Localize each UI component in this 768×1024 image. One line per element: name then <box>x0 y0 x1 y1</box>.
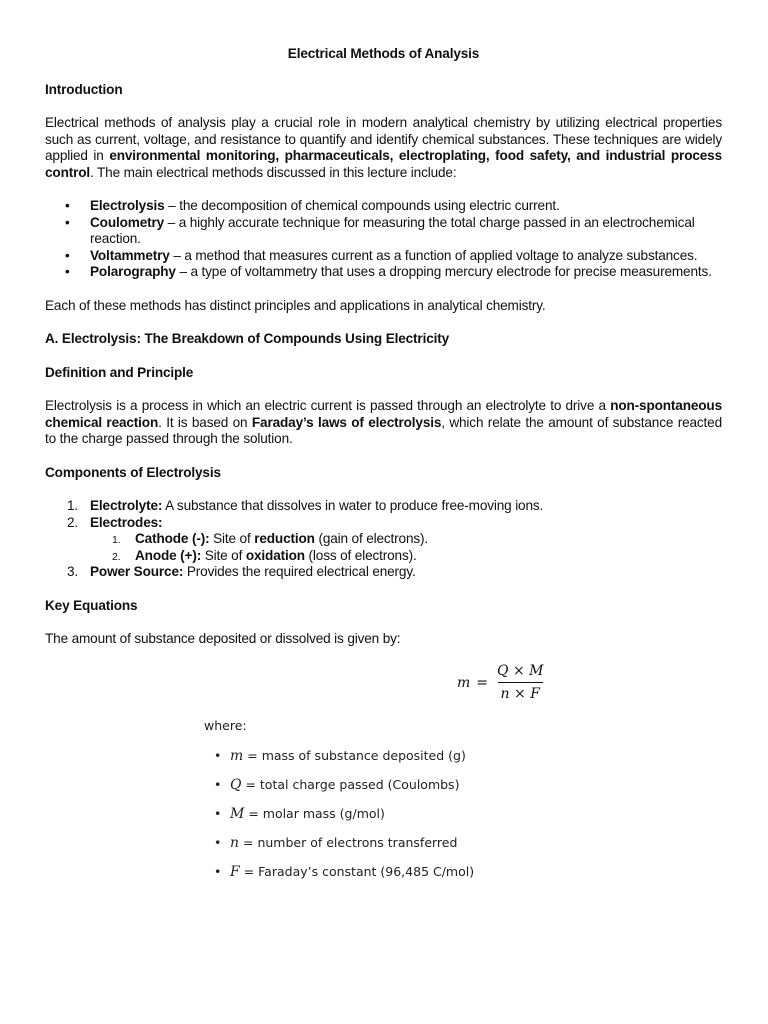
definition-heading: Definition and Principle <box>45 364 194 380</box>
variable-desc: = Faraday’s constant (96,485 C/mol) <box>239 864 475 879</box>
electrode-desc-end: (gain of electrons). <box>314 531 429 546</box>
variable-symbol: m <box>230 748 244 764</box>
list-item <box>214 775 474 804</box>
list-item <box>214 862 474 891</box>
methods-list <box>45 198 722 281</box>
list-item <box>214 804 474 833</box>
method-term: Electrolysis <box>90 198 165 213</box>
components-heading: Components of Electrolysis <box>45 464 221 480</box>
definition-bold-1: non-spontaneous chemical reaction <box>45 398 722 430</box>
method-desc: – a method that measures current as a function of applied voltage to analyze substances. <box>169 247 698 263</box>
variable-symbol: M <box>230 806 245 822</box>
methods-summary: Each of these methods has distinct principles and applications in analytical chemistry. <box>45 297 546 313</box>
variable-desc: = mass of substance deposited (g) <box>243 748 466 763</box>
document-page <box>45 46 722 665</box>
list-item <box>45 515 722 565</box>
electrodes-sublist <box>90 531 722 564</box>
variable-desc: = total charge passed (Coulombs) <box>241 777 460 792</box>
component-desc: A substance that dissolves in water to produce free-moving ions. <box>162 498 544 513</box>
list-item <box>45 548 722 565</box>
intro-text-b: . The main electrical methods discussed in this lecture include: <box>90 164 457 180</box>
electrode-key: oxidation <box>245 547 305 563</box>
intro-text-a: Electrical methods of analysis play a crucial role in modern analytical chemistry by utilizing electrical properties such as current, voltage, and resistance to quantify and identify chemical substances. These techniques are widely applied in <box>45 115 722 163</box>
introduction-heading: Introduction <box>45 81 123 97</box>
variable-desc: = molar mass (g/mol) <box>244 806 385 821</box>
equation-equals: = <box>476 674 489 691</box>
variables-list <box>214 746 474 891</box>
equation-numerator <box>494 663 546 682</box>
list-item <box>45 564 722 581</box>
list-item <box>45 498 722 515</box>
component-desc: Provides the required electrical energy. <box>183 564 416 579</box>
definition-paragraph <box>45 398 722 448</box>
definition-text-b: . It is based on <box>158 414 252 430</box>
definition-text-a: Electrolysis is a process in which an electric current is passed through an electrolyte to drive a <box>45 398 611 413</box>
component-term: Electrodes: <box>90 514 163 530</box>
equation-lhs: m <box>457 674 471 691</box>
electrode-desc: Site of <box>209 531 255 546</box>
times-sign: × <box>512 663 525 679</box>
page-title: Electrical Methods of Analysis <box>287 46 480 61</box>
denominator-f: F <box>530 686 540 702</box>
list-number: 2. <box>112 550 121 563</box>
list-number: 1. <box>67 498 79 513</box>
method-term: Coulometry <box>90 214 165 230</box>
faraday-equation <box>457 663 546 702</box>
definition-text-c: , which relate the amount of substance reacted to the charge passed through the solution. <box>45 414 723 446</box>
times-sign: × <box>514 686 526 702</box>
list-number: 3. <box>67 564 79 579</box>
definition-bold-2: Faraday’s laws of electrolysis <box>251 414 442 430</box>
key-equations-heading: Key Equations <box>45 597 138 613</box>
list-item <box>214 833 474 862</box>
method-term: Voltammetry <box>90 247 170 263</box>
components-list <box>45 498 722 581</box>
equation-fraction <box>494 663 546 702</box>
list-item <box>45 198 722 215</box>
list-number: 2. <box>67 514 79 530</box>
electrode-term: Cathode (-): <box>135 531 210 546</box>
method-desc: – the decomposition of chemical compounds using electric current. <box>164 198 560 213</box>
variable-symbol: Q <box>230 777 242 793</box>
electrode-desc-end: (loss of electrons). <box>304 547 417 563</box>
list-item <box>45 531 722 548</box>
electrode-term: Anode (+): <box>135 547 202 563</box>
equation-denominator <box>498 682 543 702</box>
intro-text-bold: environmental monitoring, pharmaceuticals, electroplating, food safety, and industrial process control <box>45 148 722 180</box>
variable-symbol: n <box>230 835 240 851</box>
numerator-m: M <box>529 663 544 679</box>
list-item <box>45 248 722 265</box>
method-desc: – a type of voltammetry that uses a dropping mercury electrode for precise measurements. <box>175 264 712 279</box>
component-term: Electrolyte: <box>90 498 163 513</box>
list-item <box>45 215 722 248</box>
method-term: Polarography <box>90 264 176 279</box>
variable-symbol: F <box>230 864 240 880</box>
intro-paragraph <box>45 115 722 181</box>
list-item <box>45 264 722 281</box>
equation-intro: The amount of substance deposited or dissolved is given by: <box>45 631 401 646</box>
list-item <box>214 746 474 775</box>
numerator-q: Q <box>497 663 509 679</box>
denominator-n: n <box>500 686 510 702</box>
method-desc: – a highly accurate technique for measuring the total charge passed in an electrochemical reaction. <box>90 214 695 246</box>
section-a-heading: A. Electrolysis: The Breakdown of Compounds Using Electricity <box>45 331 450 346</box>
variable-desc: = number of electrons transferred <box>239 835 458 850</box>
electrode-desc: Site of <box>201 547 246 563</box>
where-label: where: <box>204 718 247 733</box>
component-term: Power Source: <box>90 564 184 579</box>
list-number: 1. <box>112 534 121 546</box>
electrode-key: reduction <box>254 531 315 546</box>
